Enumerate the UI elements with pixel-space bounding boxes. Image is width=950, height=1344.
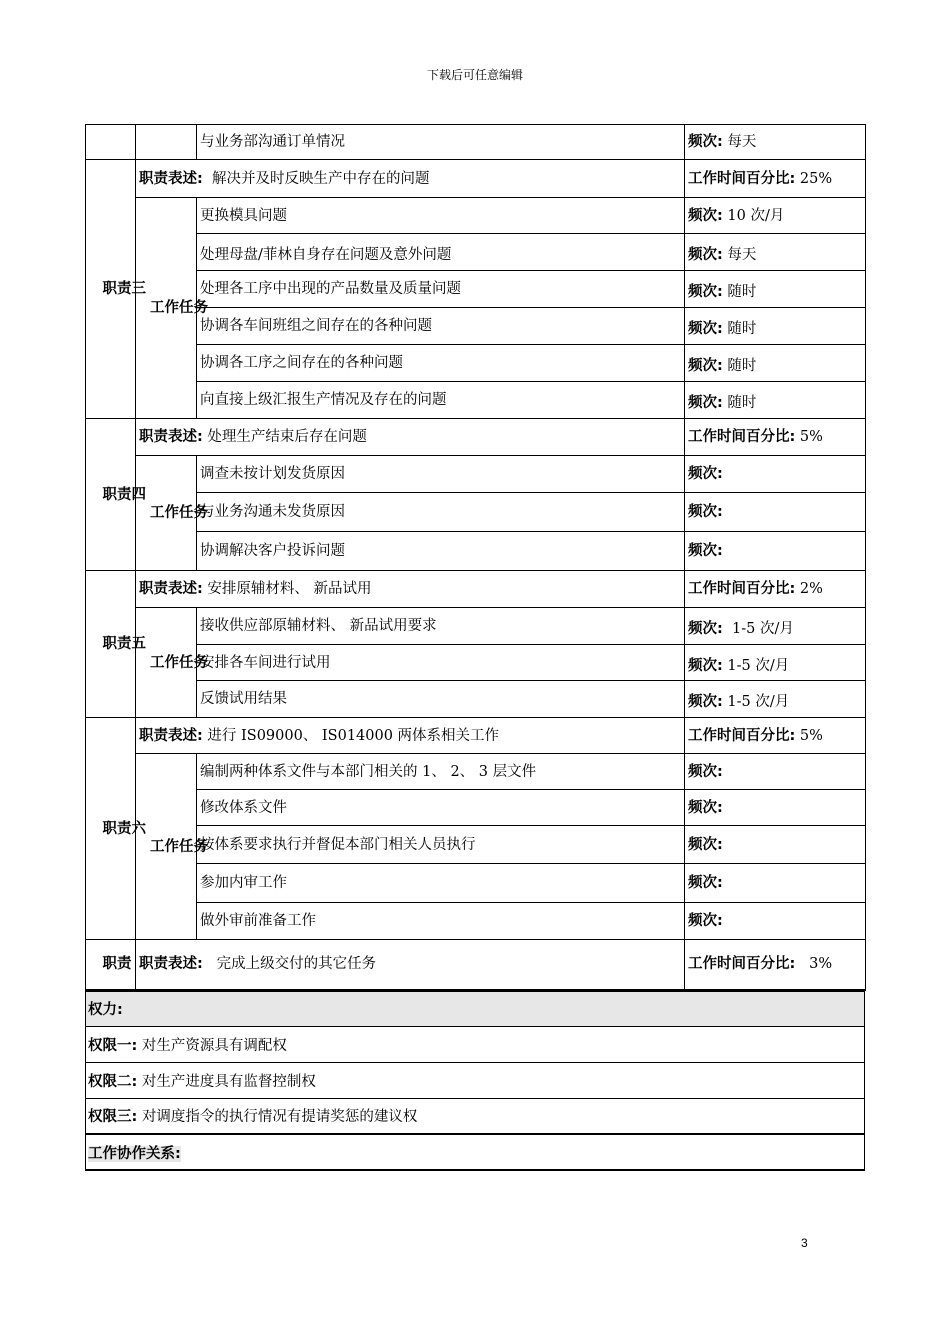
duty6-title-text: 职责六 bbox=[102, 820, 146, 837]
task-text: 更换模具问题 bbox=[197, 198, 685, 234]
table-row bbox=[86, 382, 866, 419]
duty7-title bbox=[86, 940, 136, 990]
cooperation-row bbox=[86, 1134, 865, 1170]
task-text: 处理各工序中出现的产品数量及质量问题 bbox=[197, 271, 685, 308]
task-frequency: 频次: bbox=[685, 456, 866, 493]
task-frequency: 频次: 随时 bbox=[685, 382, 866, 419]
table-row bbox=[86, 903, 866, 940]
work-task-label: 工作任务 bbox=[136, 198, 197, 419]
duty7-description-row bbox=[86, 940, 866, 990]
task-text: 参加内审工作 bbox=[197, 864, 685, 903]
table-row bbox=[86, 125, 866, 160]
task-frequency: 频次: bbox=[685, 493, 866, 532]
task-text: 协调各工序之间存在的各种问题 bbox=[197, 345, 685, 382]
table-row bbox=[86, 645, 866, 681]
task-text: 与业务部沟通订单情况 bbox=[197, 125, 685, 160]
duty4-time-pct: 工作时间百分比: 5% bbox=[685, 419, 866, 456]
task-frequency: 频次: bbox=[685, 826, 866, 864]
power-row bbox=[86, 1026, 865, 1062]
task-text: 与业务沟通未发货原因 bbox=[197, 493, 685, 532]
work-task-label: 工作任务 bbox=[136, 754, 197, 940]
task-text: 编制两种体系文件与本部门相关的 1、 2、 3 层文件 bbox=[197, 754, 685, 790]
table-row bbox=[86, 345, 866, 382]
table-row bbox=[86, 234, 866, 271]
task-frequency: 频次: 每天 bbox=[685, 234, 866, 271]
cooperation-title: 工作协作关系: bbox=[86, 1134, 865, 1170]
table-row bbox=[86, 754, 866, 790]
duty3-title bbox=[86, 160, 146, 419]
task-frequency: 频次: bbox=[685, 864, 866, 903]
duty5-description: 职责表述: 安排原辅材料、 新品试用 bbox=[136, 571, 685, 608]
duty4-description: 职责表述: 处理生产结束后存在问题 bbox=[136, 419, 685, 456]
table-row bbox=[86, 532, 866, 571]
power-row bbox=[86, 1062, 865, 1098]
duty3-time-pct: 工作时间百分比: 25% bbox=[685, 160, 866, 198]
task-text: 接收供应部原辅材料、 新品试用要求 bbox=[197, 608, 685, 645]
task-frequency: 频次: 1-5 次/月 bbox=[685, 681, 866, 718]
task-text: 处理母盘/菲林自身存在问题及意外问题 bbox=[197, 234, 685, 271]
duty5-time-pct: 工作时间百分比: 2% bbox=[685, 571, 866, 608]
power-item: 权限三: 对调度指令的执行情况有提请奖惩的建议权 bbox=[86, 1098, 865, 1134]
duty4-title-text: 职责四 bbox=[102, 486, 146, 503]
task-text: 反馈试用结果 bbox=[197, 681, 685, 718]
work-task-label: 工作任务 bbox=[136, 608, 197, 718]
task-text: 向直接上级汇报生产情况及存在的问题 bbox=[197, 382, 685, 419]
task-frequency: 频次: 1-5 次/月 bbox=[685, 608, 866, 645]
task-text: 协调解决客户投诉问题 bbox=[197, 532, 685, 571]
duty6-time-pct: 工作时间百分比: 5% bbox=[685, 718, 866, 754]
duty7-description: 职责表述: 完成上级交付的其它任务 bbox=[136, 940, 685, 990]
table-row bbox=[86, 608, 866, 645]
table-row bbox=[86, 826, 866, 864]
duty7-time-pct: 工作时间百分比: 3% bbox=[685, 940, 866, 990]
duty5-title bbox=[86, 571, 146, 718]
task-text: 做外审前准备工作 bbox=[197, 903, 685, 940]
power-item: 权限一: 对生产资源具有调配权 bbox=[86, 1026, 865, 1062]
table-row bbox=[86, 198, 866, 234]
power-row bbox=[86, 1098, 865, 1134]
duty5-description-row bbox=[86, 571, 866, 608]
duty7-title-text: 职责 bbox=[102, 956, 132, 973]
duty5-title-text: 职责五 bbox=[102, 636, 146, 652]
table-row bbox=[86, 790, 866, 826]
task-frequency: 频次: 1-5 次/月 bbox=[685, 645, 866, 681]
power-table bbox=[85, 990, 865, 1171]
task-frequency: 频次: bbox=[685, 790, 866, 826]
power-title: 权力: bbox=[86, 991, 865, 1026]
table-row bbox=[86, 681, 866, 718]
duty3-description: 职责表述: 解决并及时反映生产中存在的问题 bbox=[136, 160, 685, 198]
work-task-label: 工作任务 bbox=[136, 456, 197, 571]
task-frequency: 频次: bbox=[685, 754, 866, 790]
page-number: 3 bbox=[801, 1236, 808, 1250]
duty4-title bbox=[86, 419, 146, 571]
empty-cell bbox=[136, 125, 197, 160]
task-text: 协调各车间班组之间存在的各种问题 bbox=[197, 308, 685, 345]
table-row bbox=[86, 493, 866, 532]
duty6-description: 职责表述: 进行 IS09000、 IS014000 两体系相关工作 bbox=[136, 718, 685, 754]
task-text: 安排各车间进行试用 bbox=[197, 645, 685, 681]
task-text: 调查未按计划发货原因 bbox=[197, 456, 685, 493]
task-frequency: 频次: 随时 bbox=[685, 345, 866, 382]
duty4-description-row bbox=[86, 419, 866, 456]
task-frequency: 频次: 随时 bbox=[685, 308, 866, 345]
duty3-title-text: 职责三 bbox=[102, 281, 146, 297]
task-frequency: 频次: bbox=[685, 903, 866, 940]
duty6-title bbox=[86, 718, 146, 940]
task-frequency: 频次: 每天 bbox=[685, 125, 866, 160]
table-row bbox=[86, 456, 866, 493]
task-frequency: 频次: 随时 bbox=[685, 271, 866, 308]
page-header: 下载后可任意编辑 bbox=[426, 68, 523, 82]
task-frequency: 频次: bbox=[685, 532, 866, 571]
duty6-description-row bbox=[86, 718, 866, 754]
power-title-row bbox=[86, 991, 865, 1026]
duties-table bbox=[85, 124, 866, 991]
task-frequency: 频次: 10 次/月 bbox=[685, 198, 866, 234]
table-row bbox=[86, 864, 866, 903]
empty-cell bbox=[86, 125, 136, 160]
task-text: 修改体系文件 bbox=[197, 790, 685, 826]
task-text: 按体系要求执行并督促本部门相关人员执行 bbox=[197, 826, 685, 864]
duty3-description-row bbox=[86, 160, 866, 198]
power-item: 权限二: 对生产进度具有监督控制权 bbox=[86, 1062, 865, 1098]
